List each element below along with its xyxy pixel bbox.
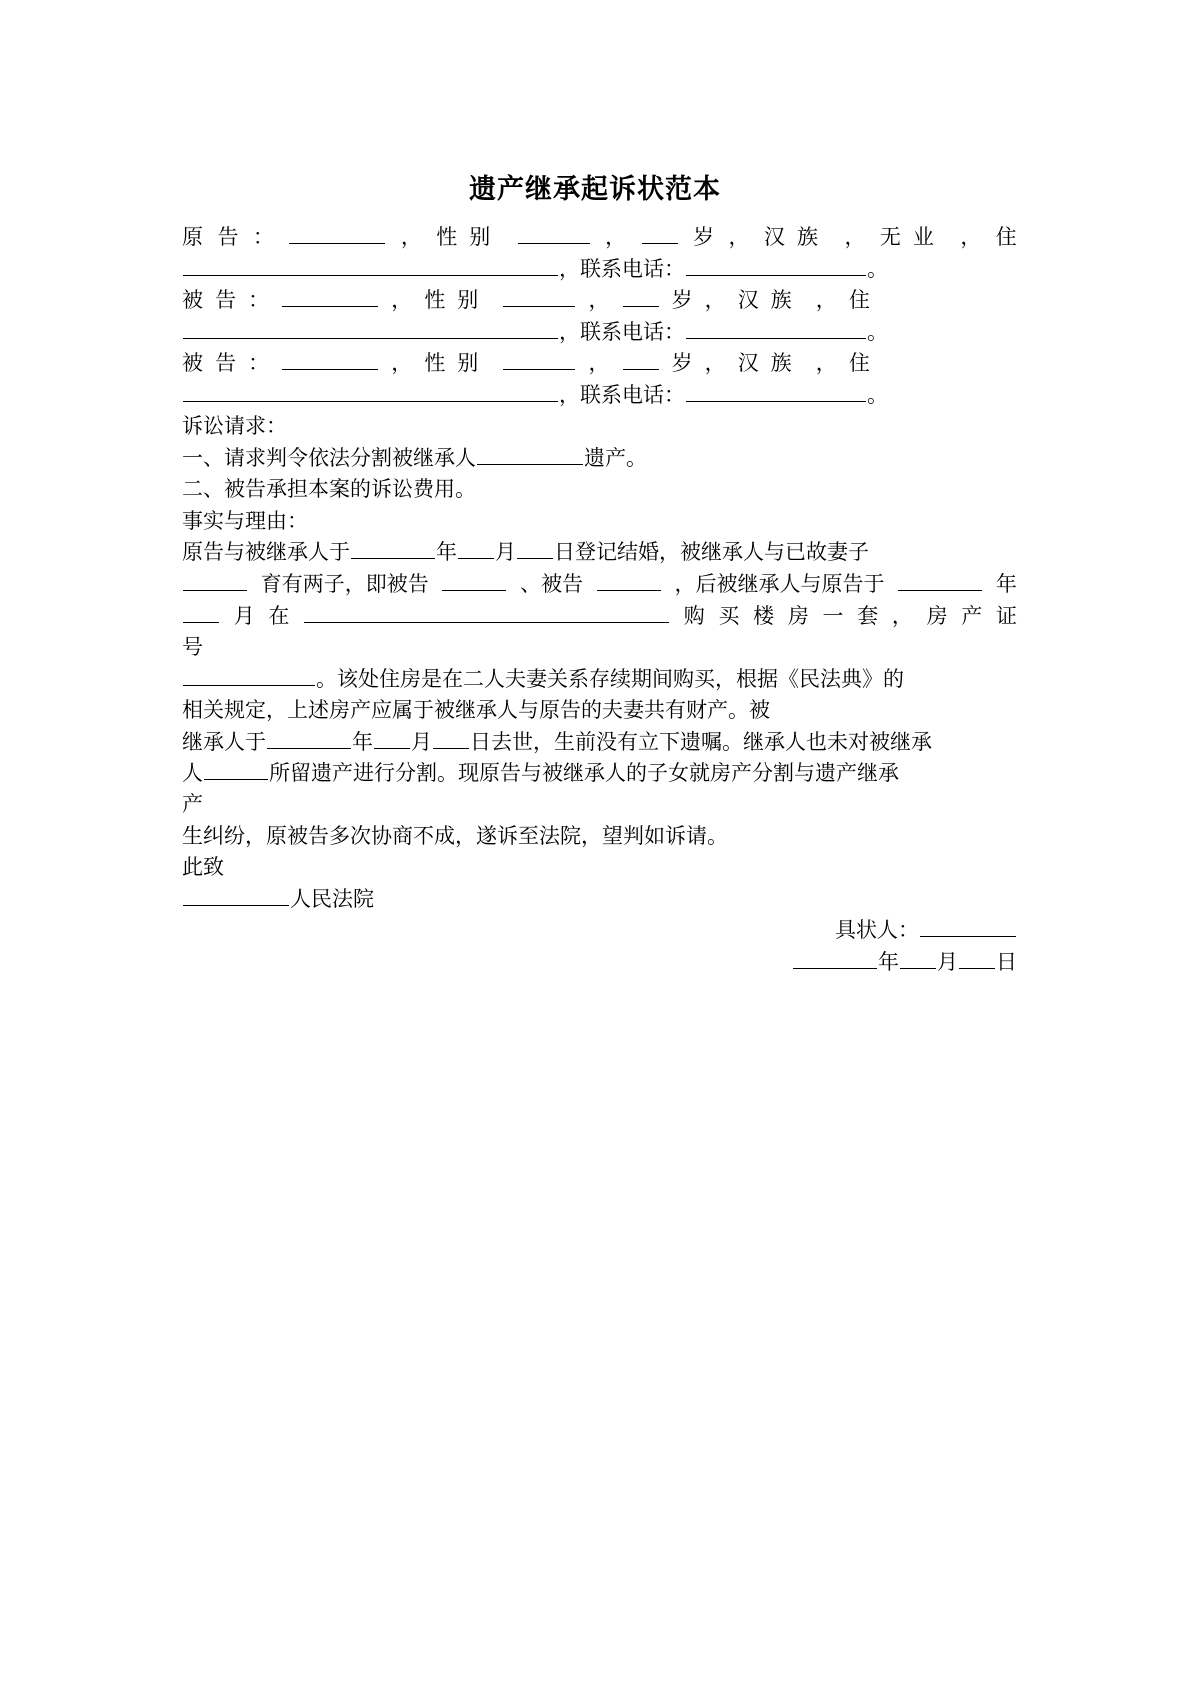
document-title: 遗产继承起诉状范本 (469, 174, 721, 205)
facts-text: ，后被继承人与原告于 (674, 572, 885, 596)
defendant1-age-blank (623, 284, 659, 307)
defendant1-role-2: 告 (215, 288, 237, 312)
plaintiff-comma-5: ， (960, 225, 982, 249)
sign-day-blank (959, 946, 995, 969)
plaintiff-occupation: 无业 (879, 225, 946, 249)
sign-month-blank (900, 946, 936, 969)
facts-text: 日登记结婚，被继承人与已故妻子 (554, 540, 869, 564)
plaintiff-address-blank (183, 253, 558, 276)
purchase-year-blank (898, 568, 982, 591)
signer-line (835, 914, 1017, 946)
defendant1-role: 被 (182, 288, 203, 312)
plaintiff-role: 原 (182, 225, 203, 249)
facts-text: 套 (857, 604, 879, 628)
facts-line-9: 产 (182, 792, 203, 816)
claims-heading: 诉讼请求： (182, 414, 287, 438)
defendant1-phone-label: ，联系电话： (559, 320, 685, 344)
facts-line-5 (182, 663, 1017, 695)
defendant1-comma-2: ， (588, 288, 610, 312)
plaintiff-comma-4: ， (844, 225, 866, 249)
defendant2-role-2: 告 (215, 351, 237, 375)
plaintiff-colon: ： (252, 225, 274, 249)
defendant1-address-label: 住 (848, 288, 870, 312)
plaintiff-gender-label: 性别 (436, 225, 503, 249)
facts-line-10: 生纠纷，原被告多次协商不成，遂诉至法院，望判如诉请。 (182, 824, 728, 848)
court-line (182, 883, 1017, 915)
court-suffix: 人民法院 (290, 887, 374, 911)
sign-year-blank (793, 946, 877, 969)
defendant2-ethnicity: 汉族 (737, 351, 804, 375)
defendant2-comma-3: ， (704, 351, 726, 375)
death-month-blank (374, 726, 410, 749)
defendant1-age-label: 岁 (671, 288, 693, 312)
claim-2: 二、被告承担本案的诉讼费用。 (182, 477, 476, 501)
defendant2-name-blank (282, 347, 378, 370)
plaintiff-line (182, 221, 1017, 253)
marriage-month-blank (458, 536, 494, 559)
facts-line-3 (182, 600, 1017, 632)
death-year-blank (267, 726, 351, 749)
facts-heading: 事实与理由： (182, 509, 308, 533)
defendant2-role: 被 (182, 351, 203, 375)
marriage-year-blank (351, 536, 435, 559)
defendant2-age-blank (623, 347, 659, 370)
plaintiff-age-label: 岁 (693, 225, 715, 249)
claim-1 (182, 442, 1017, 474)
defendant2-gender-blank (503, 347, 575, 370)
facts-text: 继承人于 (182, 730, 266, 754)
defendant2-contact-line (182, 379, 1017, 411)
defendant2-phone-blank (686, 379, 866, 402)
son1-blank (442, 568, 506, 591)
plaintiff-phone-label: ，联系电话： (559, 257, 685, 281)
plaintiff-address-label: 住 (995, 225, 1017, 249)
facts-text: 楼 (753, 604, 775, 628)
facts-line-4: 号 (182, 635, 203, 659)
facts-text: 。该处住房是在二人夫妻关系存续期间购买，根据《民法典》的 (316, 667, 904, 691)
defendant2-gender-label: 性别 (424, 351, 491, 375)
defendant2-comma-2: ， (588, 351, 610, 375)
facts-text: 产 (961, 604, 983, 628)
defendant1-comma: ， (391, 288, 413, 312)
facts-text: 买 (718, 604, 740, 628)
facts-text: 年 (436, 540, 457, 564)
sign-month-label: 月 (937, 950, 958, 974)
defendant1-ethnicity: 汉族 (737, 288, 804, 312)
plaintiff-comma-2: ， (605, 225, 627, 249)
defendant2-colon: ： (248, 351, 270, 375)
facts-line-8 (182, 757, 1017, 789)
defendant2-comma: ， (391, 351, 413, 375)
plaintiff-contact-line (182, 253, 1017, 285)
property-address-blank (304, 600, 669, 623)
death-day-blank (433, 726, 469, 749)
facts-text: 所留遗产进行分割。现原告与被继承人的子女就房产分割与遗产继承 (269, 761, 899, 785)
plaintiff-comma: ， (400, 225, 422, 249)
defendant1-colon: ： (248, 288, 270, 312)
son2-blank (597, 568, 661, 591)
facts-line-2 (182, 568, 1017, 600)
defendant2-phone-label: ，联系电话： (559, 383, 685, 407)
facts-line-7 (182, 726, 1017, 758)
defendant2-address-label: 住 (848, 351, 870, 375)
facts-text: 年 (995, 572, 1017, 596)
facts-text: 月 (495, 540, 516, 564)
defendant1-line (182, 284, 870, 316)
signer-blank (920, 914, 1016, 937)
facts-text: 购 (683, 604, 705, 628)
facts-text: 、被告 (520, 572, 584, 596)
claim-1-suffix: 遗产。 (584, 446, 647, 470)
facts-text: 一 (822, 604, 844, 628)
facts-text: 原告与被继承人于 (182, 540, 350, 564)
facts-text: ， (891, 604, 913, 628)
facts-text: 年 (352, 730, 373, 754)
property-cert-blank (183, 663, 315, 686)
court-name-blank (183, 883, 289, 906)
defendant1-comma-4: ， (815, 288, 837, 312)
facts-line-1 (182, 536, 1017, 568)
plaintiff-name-blank (289, 221, 385, 244)
defendant1-name-blank (282, 284, 378, 307)
defendant1-contact-line (182, 316, 1017, 348)
defendant1-gender-label: 性别 (424, 288, 491, 312)
purchase-month-blank (183, 600, 219, 623)
decedent-name-blank (204, 757, 268, 780)
defendant1-phone-blank (686, 316, 866, 339)
facts-text: 房 (787, 604, 809, 628)
facts-text: 月 (411, 730, 432, 754)
claim-1-text: 一、请求判令依法分割被继承人 (182, 446, 476, 470)
defendant1-address-blank (183, 316, 558, 339)
facts-text: 月 (233, 604, 255, 628)
salutation: 此致 (182, 855, 224, 879)
defendant1-gender-blank (503, 284, 575, 307)
facts-text: 在 (268, 604, 290, 628)
plaintiff-age-blank (642, 221, 678, 244)
defendant2-line (182, 347, 870, 379)
plaintiff-ethnicity: 汉族 (763, 225, 830, 249)
defendant1-comma-3: ， (704, 288, 726, 312)
signer-label: 具状人： (835, 918, 919, 942)
plaintiff-role-2: 告 (217, 225, 239, 249)
late-wife-blank (183, 568, 247, 591)
facts-text: 育有两子，即被告 (260, 572, 429, 596)
facts-line-6: 相关规定，上述房产应属于被继承人与原告的夫妻共有财产。被 (182, 698, 770, 722)
facts-text: 人 (182, 761, 203, 785)
claim-1-decedent-blank (477, 442, 583, 465)
facts-text: 房 (926, 604, 948, 628)
plaintiff-end: 。 (867, 257, 888, 281)
facts-text: 日去世，生前没有立下遗嘱。继承人也未对被继承 (470, 730, 932, 754)
plaintiff-comma-3: ， (728, 225, 750, 249)
defendant2-address-blank (183, 379, 558, 402)
defendant1-end: 。 (867, 320, 888, 344)
defendant2-age-label: 岁 (671, 351, 693, 375)
sign-year-label: 年 (878, 950, 899, 974)
facts-text: 证 (995, 604, 1017, 628)
marriage-day-blank (517, 536, 553, 559)
plaintiff-phone-blank (686, 253, 866, 276)
defendant2-comma-4: ， (815, 351, 837, 375)
defendant2-end: 。 (867, 383, 888, 407)
sign-day-label: 日 (996, 950, 1017, 974)
signature-date-line (792, 946, 1017, 978)
plaintiff-gender-blank (518, 221, 590, 244)
